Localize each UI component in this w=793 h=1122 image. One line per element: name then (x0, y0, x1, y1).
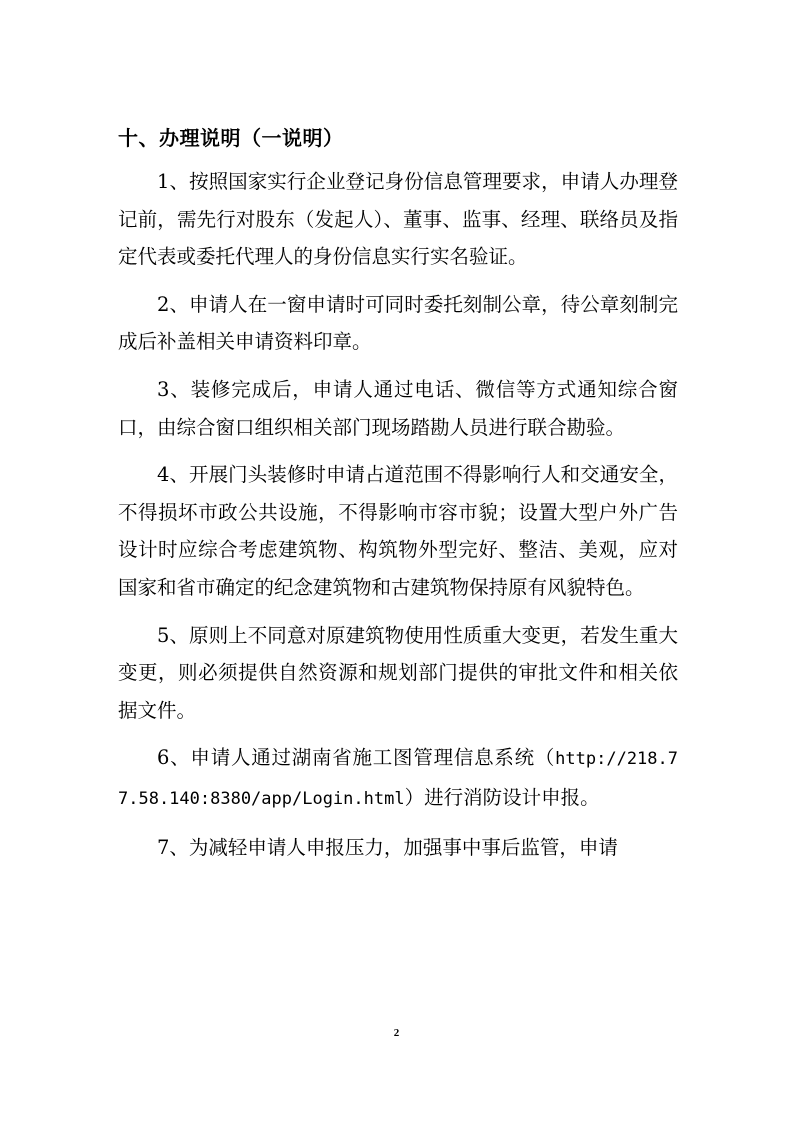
paragraph-6-prefix: 6、申请人通过湖南省施工图管理信息系统（ (157, 746, 556, 770)
paragraph-2: 2、申请人在一窗申请时可同时委托刻制公章，待公章刻制完成后补盖相关申请资料印章。 (118, 292, 678, 354)
paragraph-4: 4、开展门头装修时申请占道范围不得影响行人和交通安全，不得损坏市政公共设施，不得影响市容市貌；设置大型户外广告设计时应综合考虑建筑物、构筑物外型完好、整洁、美观，应对国家和省市确定的纪念建筑物和古建筑物保持原有风貌特色。 (118, 463, 678, 599)
section-body (118, 163, 678, 866)
paragraph-5: 5、原则上不同意对原建筑物使用性质重大变更，若发生重大变更，则必须提供自然资源和规划部门提供的审批文件和相关依据文件。 (118, 623, 678, 722)
paragraph-6-suffix: ）进行消防设计申报。 (404, 785, 600, 809)
paragraph-1: 1、按照国家实行企业登记身份信息管理要求，申请人办理登记前，需先行对股东（发起人）、董事、监事、经理、联络员及指定代表或委托代理人的身份信息实行实名验证。 (118, 170, 678, 269)
paragraph-7: 7、为减轻申请人申报压力，加强事中事后监管，申请 (157, 835, 618, 859)
paragraph-3: 3、装修完成后，申请人通过电话、微信等方式通知综合窗口，由综合窗口组织相关部门现场踏勘人员进行联合勘验。 (118, 377, 678, 439)
system-url-link[interactable]: http://218.77.58.140:8380/app/Login.html (118, 749, 678, 809)
paragraph-6 (118, 739, 678, 818)
section-heading: 十、办理说明（一说明） (118, 126, 344, 150)
page-number: 2 (393, 1027, 400, 1039)
